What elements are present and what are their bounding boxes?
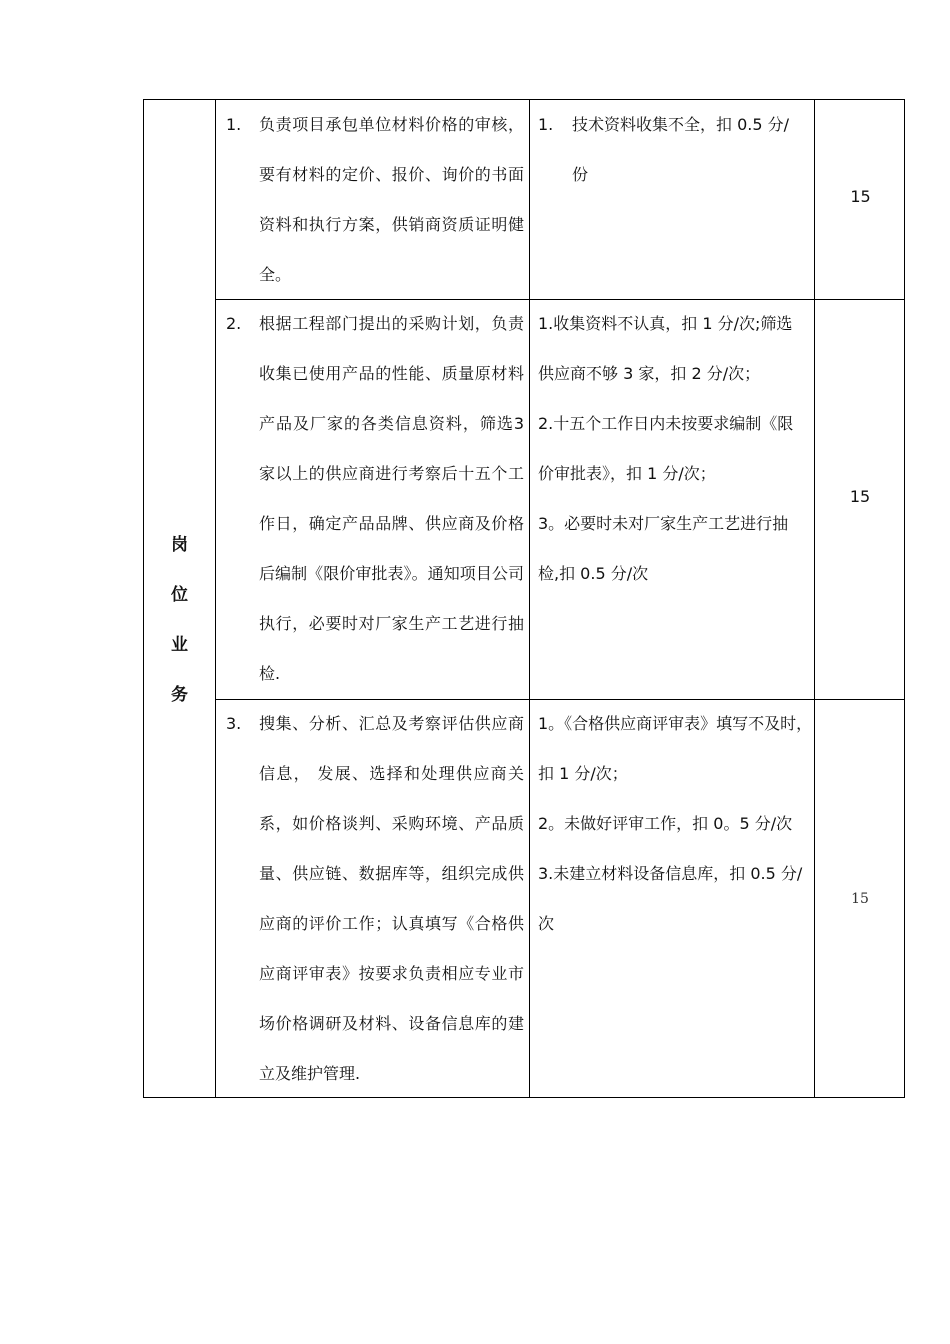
category-label: [144, 520, 215, 720]
score-cell: 15: [850, 187, 871, 206]
score-cell: 15: [851, 891, 869, 907]
criteria-line: 3。必要时未对厂家生产工艺进行抽: [538, 514, 789, 533]
criteria-cell: [530, 100, 814, 200]
item-number: 3.: [226, 714, 242, 733]
criteria-line: 次: [538, 914, 555, 933]
criteria-line: 2.十五个工作日内未按要求编制《限: [538, 414, 794, 433]
criteria-line: 扣 1 分/次；: [538, 764, 628, 783]
item-number: 2.: [226, 314, 242, 333]
criteria-line: [530, 100, 814, 150]
criteria-line: 3.未建立材料设备信息库，扣 0.5 分/: [538, 864, 803, 883]
criteria-line: 检,扣 0.5 分/次: [538, 564, 649, 583]
requirement-text: 负责项目承包单位材料价格的审核，要有材料的定价、报价、询价的书面资料和执行方案，供销商资质证明健全。: [259, 115, 524, 284]
score-cell: 15: [849, 487, 871, 506]
category-char: 务: [171, 685, 188, 705]
criteria-line: 2。未做好评审工作，扣 0。5 分/次: [538, 814, 793, 833]
criteria-number: 1.: [538, 115, 554, 134]
requirement-text: 搜集、分析、汇总及考察评估供应商信息， 发展、选择和处理供应商关系，如价格谈判、采购环境、产品质量、供应链、数据库等，组织完成供应商的评价工作；认真填写《合格供应商评审表》按要求负责相应专业市场价格调研及材料、设备信息库的建立及维护管理.: [259, 714, 524, 1083]
item-number: 1.: [226, 115, 242, 134]
criteria-line: 供应商不够 3 家，扣 2 分/次；: [538, 364, 761, 383]
category-char: 岗: [171, 535, 188, 555]
criteria-line: 价审批表》，扣 1 分/次；: [538, 464, 716, 483]
criteria-line: 1。《合格供应商评审表》填写不及时，: [538, 714, 813, 733]
criteria-line: 1.收集资料不认真，扣 1 分/次;筛选: [538, 314, 793, 333]
requirement-text: 根据工程部门提出的采购计划，负责收集已使用产品的性能、质量原材料产品及厂家的各类信息资料，筛选3家以上的供应商进行考察后十五个工作日，确定产品品牌、供应商及价格后编制《限价审批表》。通知项目公司执行，必要时对厂家生产工艺进行抽检.: [259, 314, 524, 683]
criteria-cell: [530, 299, 822, 599]
category-char: 位: [171, 585, 188, 605]
column-divider: [215, 100, 216, 1097]
criteria-cell: [530, 699, 822, 949]
evaluation-table: [143, 99, 905, 1098]
category-char: 业: [171, 635, 188, 655]
criteria-line: 份: [572, 165, 589, 184]
criteria-text: 技术资料收集不全，扣 0.5 分/: [572, 115, 790, 134]
